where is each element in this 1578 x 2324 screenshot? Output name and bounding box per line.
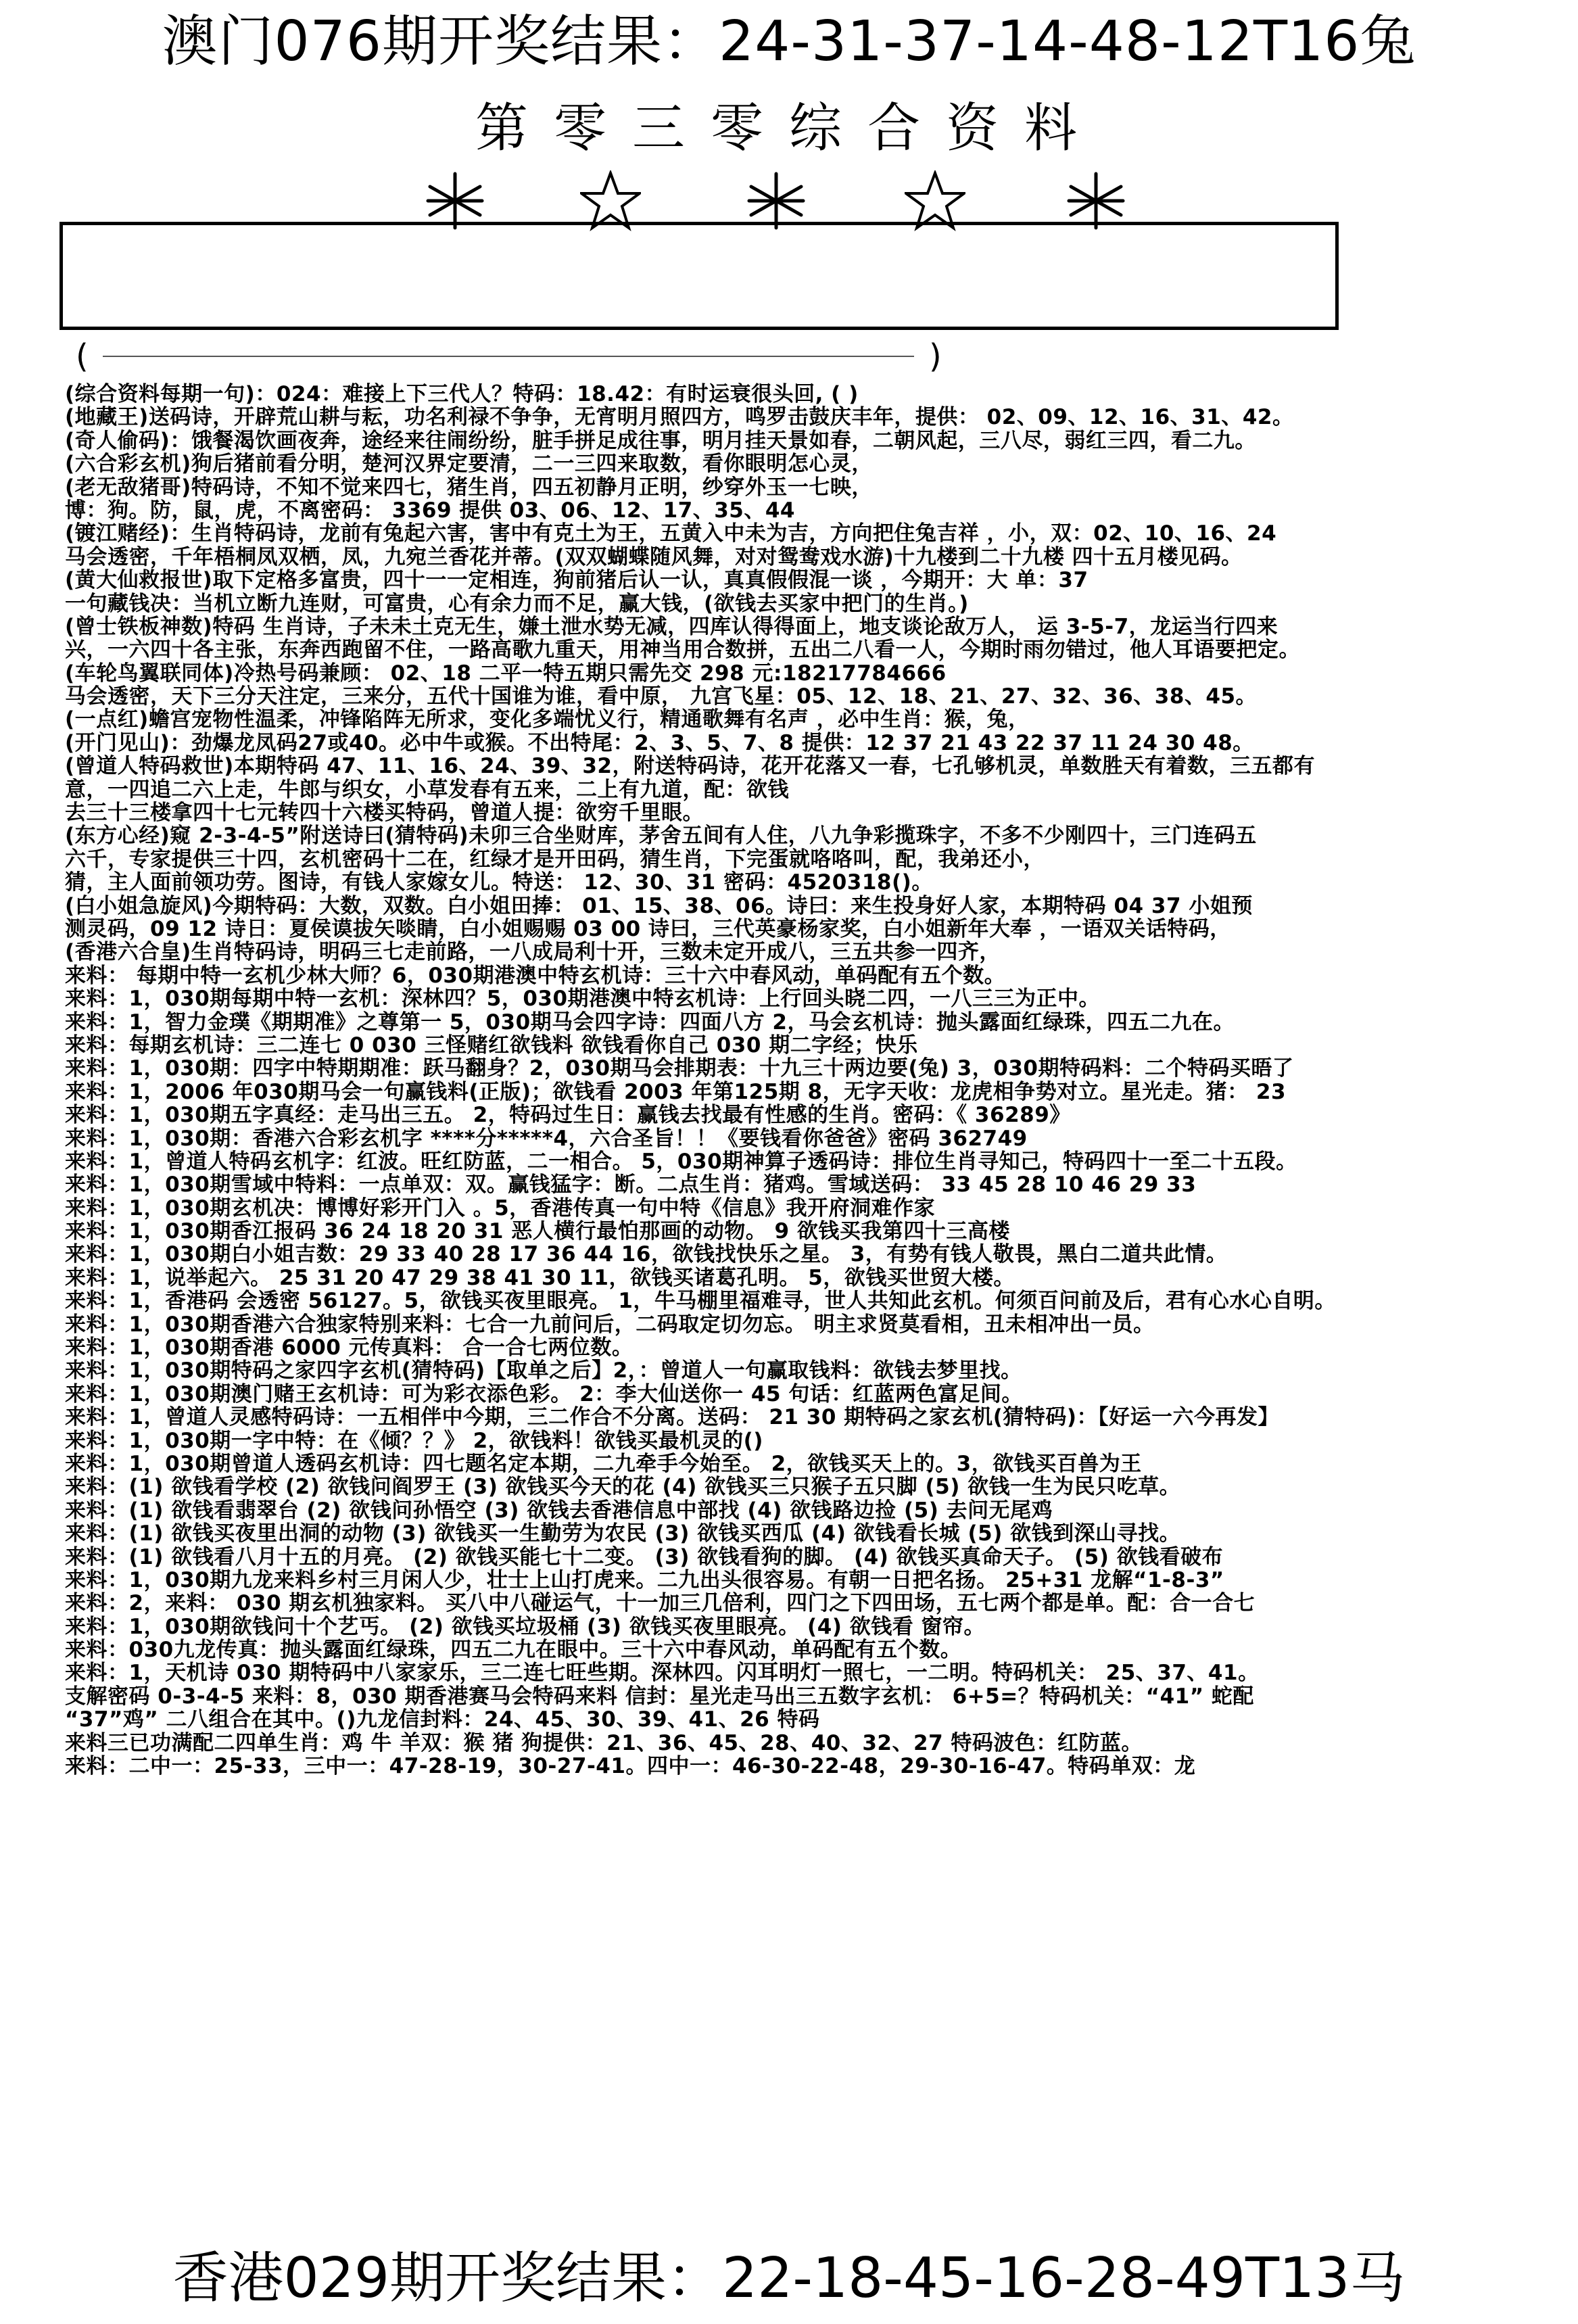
text-line: (六合彩玄机)狗后猪前看分明，楚河汉界定要清，二一三四来取数，看你眼明怎心灵，: [65, 452, 873, 476]
text-line: 来料：1，030期雪域中特料：一点单双：双。赢钱猛字：断。二点生肖：猪鸡。雪域送码： 33 45 28 10 46 29 33: [65, 1173, 1197, 1197]
text-line: (黄大仙救报世)取下定格多富贵，四十一一定相连，狗前猪后认一认，真真假假混一谈 ，今期开：大 单：37: [65, 569, 1089, 592]
text-line: [65, 1778, 1552, 1801]
text-line: 马会透密，千年梧桐凤双栖，凤，九宛兰香花并蒂。(双双蝴蝶随风舞，对对鸳鸯戏水游)十九楼到二十九楼 四十五月楼见码。: [65, 545, 1243, 569]
text-line: (地藏王)送码诗，开辟荒山耕与耘，功名利禄不争争，无宵明月照四方，鸣罗击鼓庆丰年，提供： 02、09、12、16、31、42。: [65, 406, 1294, 429]
text-line: 来料：1，030期每期中特一玄机：深林四？5，030期港澳中特玄机诗：上行回头晓二四，一八三三为正中。: [65, 987, 1101, 1011]
open-paren: (: [76, 337, 89, 375]
text-line: 来料：1，天机诗 030 期特码中八家家乐，三二连七旺些期。深林四。闪耳明灯一照七，一二明。特码机关： 25、37、41。: [65, 1661, 1260, 1685]
text-line: 来料：1，030期九龙来料乡村三月闲人少，壮士上山打虎来。二九出头很容易。有朝一日把名扬。 25+31 龙解“1-8-3”: [65, 1568, 1224, 1592]
text-line: (开门见山)：劲爆龙凤码27或40。必中牛或猴。不出特尾：2、3、5、7、8 提供：12 37 21 43 22 37 11 24 30 48。: [65, 731, 1254, 755]
text-line: 支解密码 0-3-4-5 来料：8，030 期香港赛马会特码来料 信封：星光走马出三五数字玄机： 6+5=？特码机关：“41” 蛇配: [65, 1684, 1254, 1709]
text-line: (曾士铁板神数)特码 生肖诗，子未未土克无生，嫌土泄水势无减，四库认得得面上，地支谈论敌万人， 运 3-5-7，龙运当行四来: [65, 615, 1278, 639]
blank-info-box: [59, 222, 1339, 330]
text-line: 来料：1，030期香港 6000 元传真料： 合一合七两位数。: [65, 1336, 633, 1360]
text-line: 意，一四追二六上走，牛郎与织女，小草发春有五来，二上有九道，配：欲钱: [65, 778, 789, 802]
text-line: (白小姐急旋风)今期特码：大数，双数。白小姐田捧： 01、15、38、06。诗曰：来生投身好人家，本期特码 04 37 小姐预: [65, 894, 1253, 918]
text-line: 一句藏钱决：当机立断九连财，可富贵，心有余力而不足，赢大钱，(欲钱去买家中把门的生肖。): [65, 592, 969, 615]
close-paren: ): [929, 337, 942, 375]
page-title: 澳门076期开奖结果：24-31-37-14-48-12T16兔: [162, 9, 1416, 74]
text-line: 来料：每期玄机诗：三二连七 0 030 三怪赌红欲钱料 欲钱看你自己 030 期二字经；快乐: [65, 1033, 918, 1058]
text-line: 来料：030九龙传真：抛头露面红绿珠，四五二九在眼中。三十六中春风动，单码配有五个数。: [65, 1638, 962, 1662]
text-line: 来料：1，智力金璞《期期准》之尊第一 5，030期马会四字诗：四面八方 2，马会玄机诗：抛头露面红绿珠，四五二九在。: [65, 1010, 1235, 1034]
text-line: 来料：1，030期白小姐吉数：29 33 40 28 17 36 44 16，欲钱找快乐之星。 3，有势有钱人敬畏，黑白二道共此情。: [65, 1243, 1228, 1266]
text-line: (老无敌猪哥)特码诗，不知不觉来四七，猪生肖，四五初静月正明，纱穿外玉一七映，: [65, 475, 873, 499]
text-line: 来料：1，030期澳门赌王玄机诗：可为彩衣添色彩。 2：李大仙送你一 45 句话：红蓝两色富足间。: [65, 1382, 1023, 1406]
text-line: 来料：1，说举起六。 25 31 20 47 29 38 41 30 11，欲钱买诸葛孔明。 5，欲钱买世贸大楼。: [65, 1266, 1015, 1290]
text-line: 来料：二中一：25-33，三中一：47-28-19，30-27-41。四中一：46-30-22-48，29-30-16-47。特码单双：龙: [65, 1755, 1196, 1778]
text-line: (香港六合皇)生肖特码诗，明码三七走前路，一八成局利十开，三数未定开成八，三五共参一四齐，: [65, 941, 1001, 964]
text-line: 去三十三楼拿四十七元转四十六楼买特码，曾道人提：欲穷千里眼。: [65, 801, 704, 825]
text-line: 来料：1，030期五字真经：走马出三五。 2，特码过生日：赢钱去找最有性感的生肖。密码：《 36289》: [65, 1104, 1071, 1127]
page-subtitle: 第零三零综合资料: [475, 98, 1103, 159]
text-line: 来料：1，曾道人灵感特码诗：一五相伴中今期，三二作合不分离。送码： 21 30 期特码之家玄机(猜特码)：【好运一六今再发】: [65, 1406, 1280, 1429]
text-line: (一点红)蟾宫宠物性温柔，冲锋陷阵无所求，变化多端忧义行，精通歌舞有名声 ，必中生肖：猴，兔，: [65, 708, 1030, 732]
text-line: (镀江赌经)：生肖特码诗，龙前有兔起六害，害中有克土为王，五黄入中未为吉，方向把住兔吉祥 ，小，双：02、10、16、24: [65, 522, 1277, 546]
text-line: 来料：1，030期香江报码 36 24 18 20 31 恶人横行最怕那画的动物。 9 欲钱买我第四十三高楼: [65, 1220, 1010, 1243]
text-line: [65, 1801, 1552, 1824]
text-line: 来料：1，030期一字中特：在《倾？？》 2，欲钱料！欲钱买最机灵的(): [65, 1429, 763, 1452]
text-line: 来料：(1) 欲钱买夜里出洞的动物 (3) 欲钱买一生勤劳为农民 (3) 欲钱买西瓜 (4) 欲钱看长城 (5) 欲钱到深山寻找。: [65, 1522, 1181, 1546]
text-line: 猜，主人面前领功劳。图诗，有钱人家嫁女儿。特送： 12、30、31 密码：4520318()。: [65, 871, 933, 895]
text-line: 来料：1，2006 年030期马会一句赢钱料(正版)；欲钱看 2003 年第125期 8，无字天收：龙虎相争势对立。星光走。猪： 23: [65, 1080, 1287, 1104]
text-line: 来料：1，030期：香港六合彩玄机字 ****分*****4，六合圣旨！！《要钱看你爸爸》密码 362749: [65, 1127, 1028, 1150]
text-line: 来料：2，来料： 030 期玄机独家料。 买八中八碰运气，十一加三几倍利，四门之下四田场，五七两个都是单。配：合一合七: [65, 1592, 1256, 1615]
text-line: “37”鸡” 二八组合在其中。()九龙信封料：24、45、30、39、41、26 特码: [65, 1708, 820, 1732]
text-line: 来料：1，030期：四字中特期期准：跃马翻身？2，030期马会排期表：十九三十两边要(兔) 3，030期特码料：二个特码买晤了: [65, 1057, 1294, 1081]
text-line: 来料：1，030期特码之家四字玄机(猜特码)【取单之后】2，：曾道人一句赢取钱料：欲钱去梦里找。: [65, 1359, 1022, 1383]
text-line: 来料：(1) 欲钱看翡翠台 (2) 欲钱问孙悟空 (3) 欲钱去香港信息中部找 (4) 欲钱路边捡 (5) 去问无尾鸡: [65, 1498, 1053, 1523]
text-line: 来料三已功满配二四单生肖：鸡 牛 羊双：猴 猪 狗提供：21、36、45、28、40、32、27 特码波色：红防蓝。: [65, 1731, 1143, 1755]
text-line: 来料：1，030期玄机决：博博好彩开门入 。5，香港传真一句中特《信息》我开府洞难作家: [65, 1196, 936, 1220]
divider-line: [103, 356, 914, 357]
text-line: (车轮鸟翼联同体)冷热号码兼顾： 02、18 二平一特五期只需先交 298 元:18217784666: [65, 661, 947, 686]
text-line: 来料： 每期中特一玄机少林大师？6，030期港澳中特玄机诗：三十六中春风动，单码配有五个数。: [65, 964, 1006, 988]
text-line: (奇人偷码)：饿餐渴饮画夜奔，途经来往闹纷纷，脏手拼足成往事，明月挂天景如春，二朝风起，三八尽，弱红三四，看二九。: [65, 429, 1256, 453]
text-line: (东方心经)窥 2-3-4-5”附送诗曰(猜特码)未卯三合坐财库，茅舍五间有人住，八九争彩揽珠字，不多不少刚四十，三门连码五: [65, 824, 1257, 848]
text-line: 来料：1，曾道人特码玄机字：红波。旺红防蓝，二一相合。 5，030期神算子透码诗：排位生肖寻知己，特码四十一至二十五段。: [65, 1149, 1297, 1174]
text-line: (曾道人特码救世)本期特码 47、11、16、24、39、32，附送特码诗，花开花落又一春，七孔够机灵，单数胜天有着数，三五都有: [65, 755, 1315, 778]
text-line: 测灵码，09 12 诗日：夏侯谟拔矢啖睛，白小姐赐赐 03 00 诗曰，三代英豪杨家奖，白小姐新年大奉 ，一语双关话特码，: [65, 917, 1231, 941]
text-line: 来料：1，030期香港六合独家特别来料：七合一九前问后，二码取定切勿忘。 明主求贤莫看相，丑未相冲出一员。: [65, 1312, 1155, 1337]
text-line: (综合资料每期一句)：024：难接上下三代人？特码：18.42：有时运衰很头回, ( ): [65, 383, 859, 406]
text-line: 来料：(1) 欲钱看八月十五的月亮。 (2) 欲钱买能七十二变。 (3) 欲钱看狗的脚。 (4) 欲钱买真命天子。 (5) 欲钱看破布: [65, 1545, 1224, 1569]
footer-title: 香港029期开奖结果：22-18-45-16-28-49T13马: [172, 2246, 1406, 2310]
text-line: 来料：(1) 欲钱看学校 (2) 欲钱问阎罗王 (3) 欲钱买今天的花 (4) 欲钱买三只猴子五只脚 (5) 欲钱一生为民只吃草。: [65, 1475, 1181, 1499]
text-line: 兴，一六四十各主张，东奔西跑留不住，一路高歌九重天，用神当用合数拼，五出二八看一人，今期时雨勿错过，他人耳语要把定。: [65, 638, 1300, 662]
empty-parenthesis-row: [76, 333, 955, 380]
text-line: 来料：1，030期曾道人透码玄机诗：四七题名定本期，二九牵手今始至。 2，欲钱买天上的。3，欲钱买百兽为王: [65, 1452, 1142, 1476]
text-line: 来料：1，030期欲钱问十个艺丐。 (2) 欲钱买垃圾桶 (3) 欲钱买夜里眼亮。 (4) 欲钱看 窗帘。: [65, 1615, 986, 1639]
text-line: 六千，专家提供三十四，玄机密码十二在，红绿才是开田码，猜生肖，下完蛋就咯咯叫，配，我弟还小，: [65, 847, 1045, 872]
text-line: 来料：1，香港码 会透密 56127。5，欲钱买夜里眼亮。 1，牛马棚里福难寻，世人共知此玄机。何须百问前及后，君有心水心自明。: [65, 1289, 1336, 1313]
lottery-info-text: [65, 383, 1552, 1824]
text-line: 马会透密，天下三分天注定，三来分，五代十国谁为谁，看中原， 九宫飞星：05、12、18、21、27、32、36、38、45。: [65, 685, 1258, 709]
text-line: 博：狗。防，鼠，虎，不离密码： 3369 提供 03、06、12、17、35、44: [65, 498, 795, 523]
